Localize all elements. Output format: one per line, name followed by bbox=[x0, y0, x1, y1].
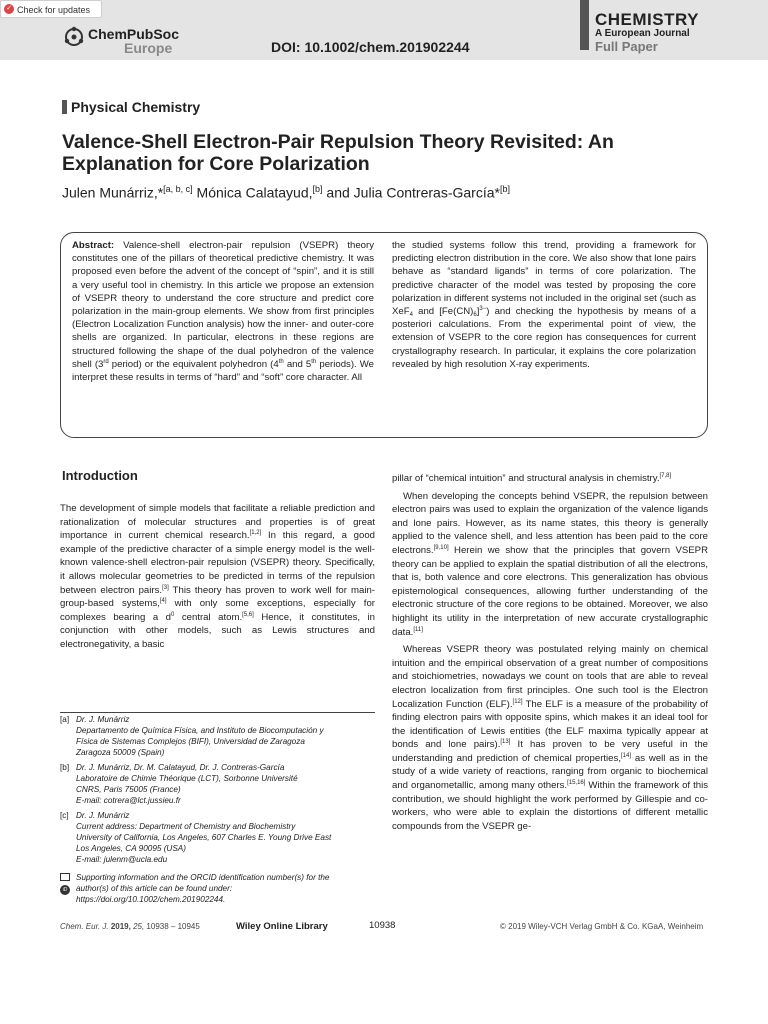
text: Herein we show that the principles that govern VSEPR theory can be applied to explain the spatial distribution of all the electrons, that is, both valence and core electrons. This generalization has obvious epistemological consequences, allowing further understanding of the electronic structure of the core regions to be obtained. Moreover, we also highlight its utility in the interpretation of new accurate crystallographic data. bbox=[392, 544, 708, 638]
footer-volume: 25, bbox=[130, 922, 145, 931]
body-column-right bbox=[392, 472, 708, 837]
author-1[interactable]: Julen Munárriz,* bbox=[62, 184, 164, 201]
section-bar bbox=[62, 100, 67, 114]
footnote-tag: [a] bbox=[60, 715, 70, 724]
footnote-b bbox=[60, 762, 375, 806]
chempubsoc-logo-icon bbox=[63, 26, 85, 48]
abstract-text-2d: ) and checking the hypothesis by means of a posteriori calculations. From the experimental point of view, the extension of VSEPR to the core region has consequences for current crystallography research. In particular, it explains the core polarization revealed by high resolution X-ray experiments. bbox=[392, 306, 696, 370]
superscript: 0 bbox=[171, 611, 175, 618]
article-title: Valence-Shell Electron-Pair Repulsion Theory Revisited: An Explanation for Core Polarization bbox=[62, 131, 614, 175]
page-number: 10938 bbox=[369, 920, 396, 931]
text: Hence, it constitutes, in conjunction with other models, such as Lewis structures and electronegativity, a basic bbox=[60, 611, 375, 650]
footnote-line: Dr. J. Munárriz bbox=[76, 811, 130, 820]
footnote-line: Los Angeles, CA 90095 (USA) bbox=[76, 844, 186, 853]
footnote-tag: [b] bbox=[60, 763, 70, 772]
citation-link[interactable]: [13] bbox=[500, 739, 511, 746]
footnote-a bbox=[60, 714, 375, 758]
paragraph bbox=[392, 472, 708, 486]
text: as well as in the study of a wide variety of reactions, ranging from organic to biochemical and organometallic, among many others. bbox=[392, 752, 708, 792]
journal-subtitle-a: A European bbox=[595, 28, 651, 39]
text: This theory has proven to work well for main-group-based systems, bbox=[60, 584, 375, 610]
text: central atom. bbox=[174, 611, 243, 623]
citation-link[interactable]: [14] bbox=[620, 752, 631, 759]
author-3-affil: [b] bbox=[499, 184, 510, 194]
footnote-divider bbox=[60, 712, 375, 713]
footer-copyright: © 2019 Wiley-VCH Verlag GmbH & Co. KGaA, Weinheim bbox=[500, 922, 704, 931]
footnote-line: Física de Sistemas Complejos (BIFI), Universidad de Zaragoza bbox=[76, 737, 305, 746]
body-column-left bbox=[60, 502, 375, 656]
author-1-affil: [a, b, c] bbox=[163, 184, 193, 194]
author-2[interactable]: Mónica Calatayud, bbox=[192, 184, 313, 201]
doi-link[interactable]: DOI: 10.1002/chem.201902244 bbox=[271, 39, 470, 55]
abstract-sup-2: th bbox=[278, 358, 284, 365]
text: Whereas VSEPR theory was postulated relying mainly on chemical intuition and the empirical observation of a great number of compositions and stoichiometries, nowadays we count on tools that are able to reveal electron localization from first principles. One such tool is the Electron Localization Function (ELF). bbox=[392, 644, 708, 710]
footnote-email[interactable]: E-mail: julenm@ucla.edu bbox=[76, 855, 168, 864]
check-for-updates-button[interactable] bbox=[0, 0, 102, 18]
footnote-line: Laboratoire de Chimie Théorique (LCT), Sorbonne Université bbox=[76, 774, 298, 783]
text: pillar of “chemical intuition” and structural analysis in chemistry. bbox=[392, 473, 660, 484]
paragraph bbox=[392, 490, 708, 640]
author-list bbox=[62, 184, 510, 201]
journal-subtitle-b: Journal bbox=[653, 28, 690, 39]
footnote-line: CNRS, Paris 75005 (France) bbox=[76, 785, 181, 794]
journal-subtitle bbox=[595, 28, 690, 39]
text: It has proven to be very useful in the understanding and prediction of chemical properties, bbox=[392, 739, 709, 764]
citation-link[interactable]: [1,2] bbox=[249, 530, 262, 537]
paragraph bbox=[392, 643, 708, 833]
journal-bar bbox=[580, 0, 589, 50]
citation-link[interactable]: [15,16] bbox=[567, 780, 586, 787]
abstract-column-2 bbox=[392, 239, 696, 371]
footer-year: 2019, bbox=[108, 922, 131, 931]
abstract-sub-1: 4 bbox=[409, 312, 413, 319]
footnote-line: Supporting information and the ORCID identification number(s) for the bbox=[76, 873, 330, 882]
section-label bbox=[62, 99, 200, 115]
footer-journal: Chem. Eur. J. bbox=[60, 922, 109, 931]
abstract-sub-2: 6 bbox=[473, 312, 477, 319]
abstract-sup-4: 3− bbox=[479, 306, 487, 313]
footnote-tag: [c] bbox=[60, 811, 69, 820]
check-updates-icon: ✓ bbox=[4, 4, 14, 14]
text: The ELF is a measure of the probability of finding electron pairs with opposite spins, which makes it an ideal tool for the identification of Lewis entities (the ELF maxima typically appear at bonds and lone pairs). bbox=[392, 698, 708, 751]
text: Within the framework of this contribution, we should highlight the work performed by Gillespie and co-workers, who were able to explain the distortions of different metallic compounds from the VSEPR ge- bbox=[392, 780, 708, 832]
citation-link[interactable]: [5,6] bbox=[242, 611, 254, 618]
journal-title: CHEMISTRY bbox=[595, 10, 699, 29]
abstract-label: Abstract: bbox=[72, 240, 115, 251]
footnote-line: Dr. J. Munárriz bbox=[76, 715, 130, 724]
wiley-online-library-link[interactable]: Wiley Online Library bbox=[236, 921, 328, 932]
footnote-line: Current address: Department of Chemistry and Biochemistry bbox=[76, 822, 296, 831]
abstract-text-1b: period) or the equivalent polyhedron (4 bbox=[108, 358, 279, 370]
citation-link[interactable]: [7,8] bbox=[659, 473, 672, 479]
footnote-line: Dr. J. Munárriz, Dr. M. Calatayud, Dr. J. Contreras-García bbox=[76, 763, 285, 772]
check-updates-label: Check for updates bbox=[17, 5, 91, 15]
footnote-line: Zaragoza 50009 (Spain) bbox=[76, 748, 165, 757]
publisher-name: ChemPubSoc bbox=[88, 26, 180, 42]
text: The development of simple models that facilitate a reliable prediction and rationalization of molecular structures and properties is of great importance in current chemical research. bbox=[60, 503, 375, 542]
section-text: Physical Chemistry bbox=[71, 99, 201, 115]
text: In this regard, a good example of the predictive character of a simple energy model is the well-known valence-shell electron-pair repulsion (VSEPR) theory. Specifically, it allows molecular geometries to be predicted in terms of the repulsion between electron pairs. bbox=[60, 530, 375, 596]
orcid-icon: iD bbox=[60, 885, 70, 895]
footer-pages: 10938 – 10945 bbox=[144, 922, 200, 931]
abstract-sup-1: rd bbox=[103, 358, 109, 365]
footnote-c bbox=[60, 810, 375, 865]
citation-link[interactable]: [3] bbox=[162, 584, 169, 591]
footnote-line: author(s) of this article can be found under: bbox=[76, 884, 233, 893]
abstract-text-1a: Valence-shell electron-pair repulsion (VSEPR) theory constitutes one of the pillars of theoretical predictive chemistry. It was proposed even before the advent of the concept of “spin”, and it is still a very useful tool in chemistry. In this article we propose an extension of VSEPR theory to understand the core structure and predict core polarization in the main-group elements. We show from first principles (Electron Localization Function analysis) how the inner- and outer-core shells are organized. In particular, electrons in these regions are structured following the shape of the dual polyhedron of the valence shell (3 bbox=[72, 240, 374, 370]
text: with only some exceptions, especially for complexes bearing a d bbox=[60, 598, 375, 623]
abstract-text-1d: periods). We interpret these results in terms of “hard” and “soft” core character. All bbox=[72, 358, 375, 384]
abstract-text-2c: ] bbox=[476, 306, 480, 318]
abstract-column-1 bbox=[72, 239, 374, 384]
text: When developing the concepts behind VSEPR, the repulsion between electron pairs was used to explain the organization of the valence ligands and lone pairs. However, as its name states, this theory is generally applied to the valence shell, and less attention has been paid to the core electrons. bbox=[392, 490, 708, 556]
article-type: Full Paper bbox=[595, 39, 658, 54]
introduction-heading: Introduction bbox=[62, 468, 138, 483]
citation-link[interactable]: [12] bbox=[512, 698, 523, 705]
footnote-supporting-info bbox=[60, 872, 375, 905]
citation-link[interactable]: [9,10] bbox=[433, 544, 449, 551]
paragraph bbox=[60, 502, 375, 652]
abstract-sup-3: th bbox=[311, 358, 317, 365]
author-3[interactable]: and Julia Contreras-García* bbox=[322, 184, 500, 201]
publisher-region: Europe bbox=[124, 40, 173, 56]
abstract-text-2a: the studied systems follow this trend, providing a framework for predicting electron distribution in the core. We also show that lone pairs behave as “standard ligands” in terms of core polarization. The predictive character of the model was tested by proposing the core polarization in different systems not included in the original set (such as XeF bbox=[392, 240, 696, 318]
footnote-email[interactable]: E-mail: cotrera@lct.jussieu.fr bbox=[76, 796, 181, 805]
supporting-info-link[interactable]: https://doi.org/10.1002/chem.201902244. bbox=[76, 895, 226, 904]
footnote-line: Departamento de Química Física, and Instituto de Biocomputación y bbox=[76, 726, 324, 735]
citation-link[interactable]: [4] bbox=[159, 598, 167, 605]
citation-link[interactable]: [11] bbox=[413, 626, 423, 633]
abstract-text-1c: and 5 bbox=[283, 358, 312, 370]
abstract-text-2b: and [Fe(CN) bbox=[412, 306, 474, 318]
footnote-line: University of California, Los Angeles, 607 Charles E. Young Drive East bbox=[76, 833, 332, 842]
author-2-affil: [b] bbox=[312, 184, 323, 194]
footer-citation bbox=[60, 922, 200, 931]
